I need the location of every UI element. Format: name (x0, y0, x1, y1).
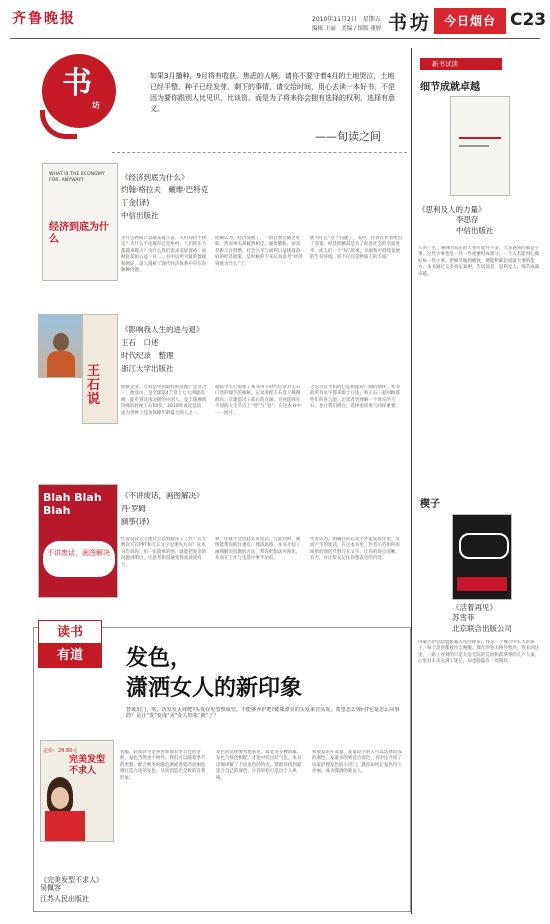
book-meta (121, 336, 174, 375)
logo-swoosh (40, 110, 77, 139)
feature-text-col1: 衣服、彩妆甚至是各色饰都有季节性的变换，发色当然也不例外。我们可以随着季节的更替，配合秋冬的暖色调或春夏的亮丽色调打造合适的发色，从而创造出全新的自我形象。 (120, 750, 206, 781)
book-publisher: 浙江大学出版社 (121, 364, 174, 373)
book-author: 王石 口述 (121, 338, 159, 347)
feature-tab (38, 620, 102, 668)
book-cover-economy (42, 163, 118, 281)
feature-book-meta (40, 883, 89, 905)
book-summary-col1: 忙着没没完完地开会以致耽误了工作？在无数次冗长PPT和冗长文字里迷失方向？这本书告诉你：用一张简单的图，就能把复杂的问题讲明白，让思考和沟通变得高效而有力。 (121, 537, 207, 568)
section-title: 书坊 (388, 12, 433, 34)
cover-title: Blah Blah Blah (43, 491, 102, 517)
book-summary-col2: 庞铜认为，经济发展了，一切自然会随之好转，然而事实却截然相反。通货膨胀、贫富差距与日俱增，社会公平与福利日益挑战政府的经济政策，是时候停下来认真思考“经济到底为什么”了。 (215, 236, 303, 267)
right-book2-title: 《活着再见》 (452, 603, 497, 612)
right-book2-publisher: 北京联合出版公司 (452, 624, 512, 633)
right-book1-author: 李思存 (456, 215, 479, 224)
feature-book-title: 《完美发型不求人》 (40, 876, 103, 884)
feature-book-publisher: 江苏人民出版社 (40, 895, 89, 903)
header-rule (10, 38, 540, 39)
feature-tab-line1: 读书 (38, 620, 102, 644)
new-book-tag: 新书试读 (420, 58, 502, 70)
cover-title: 经济到底为什么 (49, 222, 109, 245)
column-divider (411, 48, 412, 914)
edition-badge: 今日烟台 (434, 8, 506, 34)
right-book1-publisher: 中信出版社 (456, 226, 494, 235)
book-cover-blah (38, 484, 118, 598)
right-book1-title: 《思利及人的力量》 (418, 205, 486, 214)
book-summary-col2: 面临今天心境和了本书讲下时代记录对王石口述的细节的抽屉，记录进程王石登上珠穆朗玛、在建造房子前后的点滴；为何选择在不同的人生节点上“进”与“退”，在这本书中一一展开。 (215, 385, 301, 416)
cover-title: 完美发型不求人 (69, 755, 106, 776)
issue-date: 2010年11月2日 星期五 (312, 16, 381, 23)
right-book2-author: 苏雪菲 (452, 613, 475, 622)
section-divider (112, 152, 407, 153)
book-summary-col3: 之后目日平和的心态和面对广阔的胸怀，本书的所有文字都来源于口述，和王石一起回顾那些年的进与退，让读者更理解一个真实的王石，也让我们明白，选择退的勇气同样重要。 (310, 385, 400, 410)
right-text-1: 人的一生，遇到的真正的大事可能并不多，大多遇到的都是小事。这些小事也是一件一件重要组成部分。一个人若能用心做好每一件小事，把细节做到极致，便能积累起成就大事的能力。本书通过众多真实案例，告诉读者：思利及人，细节成就卓越。 (418, 246, 540, 277)
feature-headline (126, 644, 302, 704)
feature-lead: 替染出门，吹，洗发发太痒吧?头发在发型塑成型，不能够养护吧?健康漂亮的头发来自头发，希望怎么弹回?它是怎么回事的？是让“发”变成“美”女人形象“新”了？ (126, 707, 400, 720)
logo-character: 书 (62, 66, 92, 101)
book-title: 《影响我人生的进与退》 (121, 325, 204, 334)
logo-subcharacter: 坊 (92, 101, 100, 110)
feature-headline-line1: 发色， (126, 646, 193, 671)
feature-text-col3: 和染发的开发量，发量较少的人可以选择较浅的颜色，发量多的则适合深色，书中还介绍了居家护理发色的小窍门，教你如何让发色持久亮丽，成为潇洒的新女人。 (312, 750, 402, 775)
book-author: 约翰·格拉夫 戴维·巴特克 (121, 185, 209, 194)
intro-signature: ——旬读之间 (315, 130, 381, 143)
book-publisher: 中信出版社 (121, 211, 159, 220)
right-heading-2: 楔子 (420, 499, 440, 510)
page-number: C23 (510, 10, 547, 30)
feature-headline-line2: 潇洒女人的新印象 (126, 676, 303, 701)
book-translator: 丁金(译) (121, 198, 150, 207)
book-meta (121, 183, 208, 222)
book-summary-col3: 作者认为，明确目的后文字才能发挥作用，反而产生的废话，在这本书里，作者示范如何用简单的图形代替冗长文字，让你的观点清晰、有力，并让听众记住你想表达的内容。 (310, 537, 400, 562)
book-summary-col1: 他统企业，万科是中国最好的房地产企业之一，他登山，是全球第4个登上七大洲最高峰、徒步到达南北极的中国人。登上珠穆朗玛峰的时候王石50岁，2010年再次登顶，成为世界上登顶珠峰年龄最大的人之一。 (121, 385, 207, 416)
right-book2-meta (452, 612, 512, 634)
book-summary-col2: 界，你就不会因此去说废话，与此同时，画图能帮你抓住重点，理清思路，本书介绍了画图解决问题的方法，帮你把想法可视化，从而在工作与生活中事半功倍。 (215, 537, 301, 562)
cover-subtitle: 不讲废话，画图解决 (47, 549, 110, 557)
editors-line: 编辑 王丽 美编 / 组版 董婷 (312, 26, 382, 32)
cover-title: 王石说 (87, 364, 101, 407)
book-title: 《不讲废话，画图解决》 (121, 491, 204, 500)
feature-book-author: 吴佩容 (40, 884, 61, 892)
book-title: 《经济到底为什么》 (121, 173, 189, 182)
author-photo (38, 314, 82, 378)
book-author: 丹·罗姆 (121, 504, 146, 513)
feature-text-col2: 发色的选择要考虑肤色、着装等多种因素，发色与肤色相配，才能衬托出好气色。本书详细讲解了不同发色的特点，帮助你找到最适合自己的颜色，让你轻松打造出个人风格。 (216, 750, 302, 781)
book-translator: 颜筝(译) (121, 517, 150, 526)
book-editor: 时代纪录 整理 (121, 351, 174, 360)
right-heading-1: 细节成就卓越 (420, 82, 480, 93)
book-cover-wangshi (82, 314, 118, 424)
right-book1-meta (456, 214, 494, 236)
book-cover-hair (40, 740, 114, 842)
cover-price: 定价：29.80元 (43, 748, 78, 754)
cover-english-title: WHAT IS THE ECONOMY FOR, ANYWAY? (49, 172, 105, 184)
intro-paragraph: 如果3月播种，9月将有收获。焦虑的人啊，请你不要守着4月的土地哭泣，土地已经平整，种子已经发芽，剩下的事情，请交给时间，用心去读一本好书，不是因为要你跟别人比见识，比谈资，而是为了将来你会拥有选择的权利，选择有意义。 (150, 72, 395, 113)
right-text-2: 内蒙古伊克昭盟旅蒙古风沙肆虐。我是一个城市中长大的孩子，每个清晨都被沙尘唤醒。那年的冬天格外寒冷，我来到这里，一路上看到的只是无边无际的荒原和孤零零的几户人家，心里对未来充满了迷茫，却也隐隐有一丝期待。 (418, 640, 540, 665)
book-cover-sili (450, 96, 510, 196)
book-cover-alive (452, 514, 512, 600)
book-summary-col3: 底为什么”这个问题了。书中，作者在作者给出了答案：经济的精彩是为了促进社会的全面进步，而人们一个“好”的事，幸福和可持续发展的生存环境，而不仅仅是物质上的丰富！ (310, 236, 403, 261)
feature-tab-line2: 有道 (56, 648, 83, 663)
book-summary-col1: 为什么物质产品越来越丰富，人们却仍不快乐？为什么不论城市还是乡村，人们的压力都越来越大？为什么我们追求美好富裕，而财富却如日益一日……书中运用大量的数据和例证，深入剖析了现代经济体系中存在的种种问题。 (121, 236, 207, 274)
masthead-logo: 齐鲁晚报 (12, 11, 76, 27)
book-meta (121, 502, 149, 528)
